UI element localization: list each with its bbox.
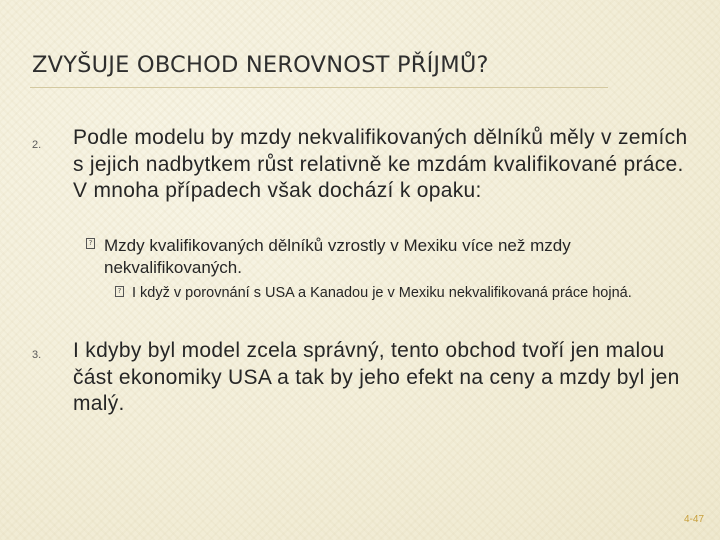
subsubitem-text: I když v porovnání s USA a Kanadou je v Mexiku nekvalifikovaná práce hojná. xyxy=(132,285,632,301)
title-divider xyxy=(30,87,608,88)
item-text: Podle modelu by mzdy nekvalifikovaných dělníků měly v zemích s jejich nadbytkem růst relativně ke mzdám kvalifikované práce. V mnoha případech však dochází k opaku: xyxy=(73,126,688,202)
item-number: 3. xyxy=(32,349,42,361)
unknown-glyph-box-icon: ? xyxy=(115,286,124,297)
page-number: 4-47 xyxy=(683,514,704,525)
subitem-text: Mzdy kvalifikovaných dělníků vzrostly v Mexiku více než mzdy nekvalifikovaných. xyxy=(104,236,571,277)
unknown-glyph-box-icon: ? xyxy=(86,238,95,249)
slide-title: ZVYŠUJE OBCHOD NEROVNOST PŘÍJMŮ? xyxy=(32,52,489,78)
item-text: I kdyby byl model zcela správný, tento obchod tvoří jen malou část ekonomiky USA a tak by jeho efekt na ceny a mzdy byl jen malý. xyxy=(73,339,680,415)
item-number: 2. xyxy=(32,139,42,151)
